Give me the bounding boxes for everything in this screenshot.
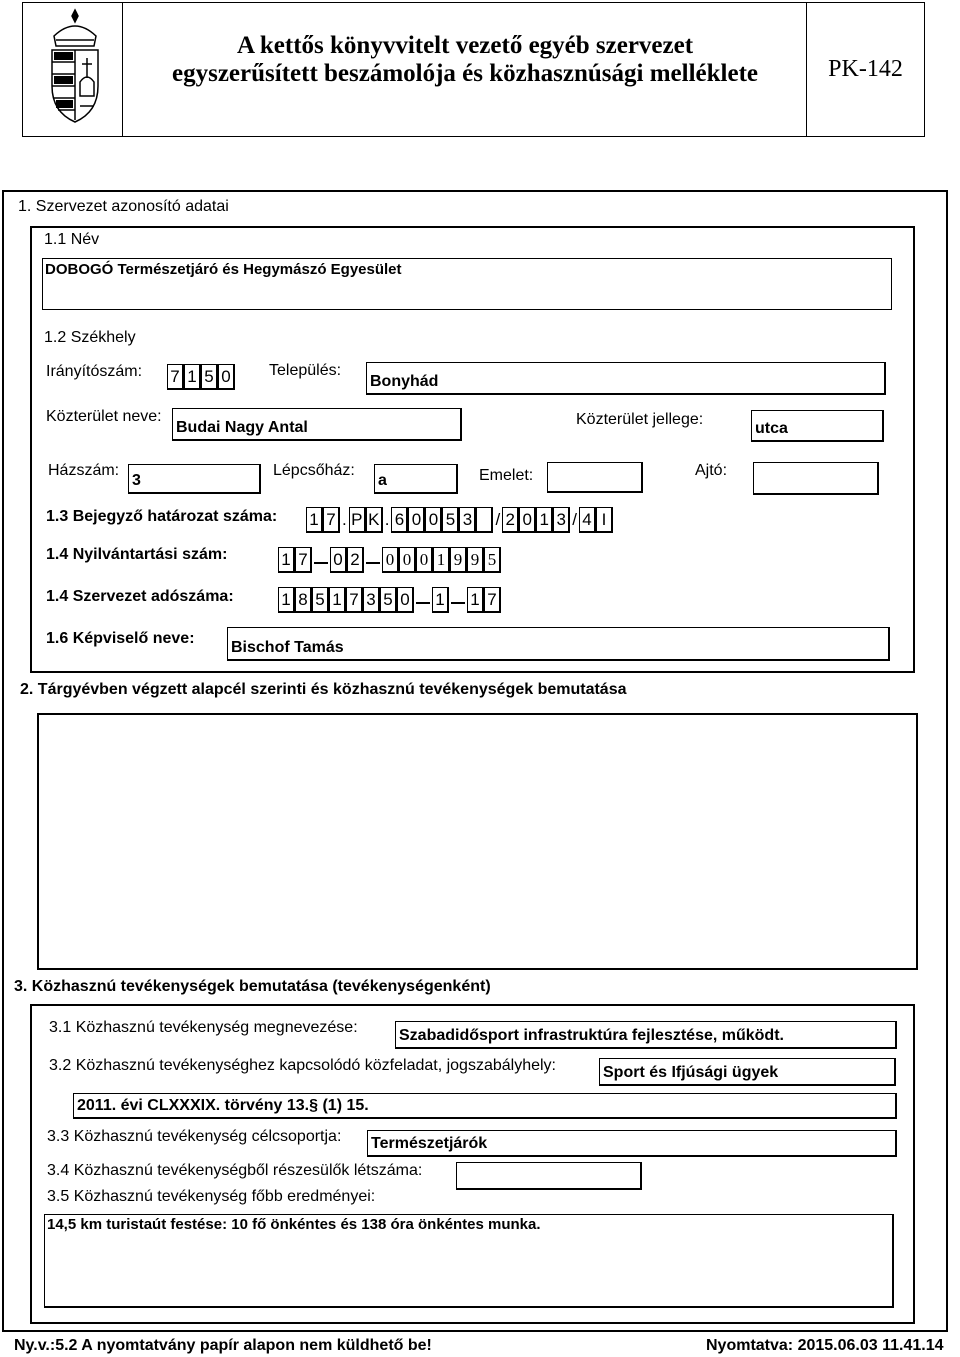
public-task-label: 3.2 Közhasznú tevékenységhez kapcsolódó közfeladat, jogszabályhely: (49, 1057, 556, 1074)
city-field[interactable]: Bonyhád (366, 362, 886, 395)
reg-decision-digit: 4 (579, 507, 596, 533)
footer-print-date: Nyomtatva: 2015.06.03 11.41.14 (706, 1337, 944, 1354)
activity-field[interactable]: Szabadidősport infrastruktúra fejlesztése, működt. (395, 1021, 897, 1049)
reg-number-digit: 1 (433, 547, 450, 573)
street-field[interactable]: Budai Nagy Antal (172, 408, 462, 441)
door-field[interactable] (753, 462, 879, 495)
reg-number-digits[interactable] (278, 547, 501, 573)
tax-number-dash (416, 602, 430, 604)
reg-number-digit: 5 (484, 547, 501, 573)
street-label: Közterület neve: (46, 408, 162, 425)
tax-number-digit: 1 (467, 587, 484, 613)
activity-label: 3.1 Közhasznú tevékenység megnevezése: (49, 1019, 358, 1036)
tax-number-label: 1.4 Szervezet adószáma: (46, 588, 234, 605)
footer-note: Ny.v.:5.2 A nyomtatvány papír alapon nem küldhető be! (14, 1337, 432, 1354)
reg-number-digit: 7 (295, 547, 312, 573)
target-group-label: 3.3 Közhasznú tevékenység célcsoportja: (47, 1128, 342, 1145)
tax-number-digit: 1 (278, 587, 295, 613)
form-title-line2: egyszerűsített beszámolója és közhasznúsági melléklete (172, 60, 758, 87)
tax-number-digit: 5 (312, 587, 329, 613)
tax-number-digit: 1 (432, 587, 449, 613)
reg-number-digit: 0 (416, 547, 433, 573)
reg-decision-separator: / (572, 510, 577, 529)
reg-decision-digit: I (596, 507, 613, 533)
reg-decision-digit: 1 (536, 507, 553, 533)
tax-number-digit: 0 (397, 587, 414, 613)
tax-number-digits[interactable] (278, 587, 501, 613)
stair-label: Lépcsőház: (273, 462, 355, 479)
tax-number-digit: 3 (363, 587, 380, 613)
reg-decision-separator: . (342, 510, 347, 529)
section1-title: 1. Szervezet azonosító adatai (18, 198, 229, 215)
house-field[interactable]: 3 (128, 464, 261, 494)
tax-number-dash (451, 602, 465, 604)
reg-decision-digit: 0 (408, 507, 425, 533)
reg-decision-digit: 3 (459, 507, 476, 533)
reg-number-label: 1.4 Nyilvántartási szám: (46, 546, 228, 563)
tax-number-digit: 7 (346, 587, 363, 613)
door-label: Ajtó: (695, 462, 728, 479)
representative-label: 1.6 Képviselő neve: (46, 630, 195, 647)
stair-field[interactable]: a (374, 464, 458, 494)
coat-of-arms-icon (44, 6, 106, 128)
reg-decision-digit: 6 (391, 507, 408, 533)
section3-title: 3. Közhasznú tevékenységek bemutatása (tevékenységenként) (14, 978, 491, 995)
reg-number-digit: 0 (330, 547, 347, 573)
tax-number-digit: 8 (295, 587, 312, 613)
reg-number-digit: 9 (467, 547, 484, 573)
reg-decision-digit: 1 (306, 507, 323, 533)
target-group-field[interactable]: Természetjárók (367, 1130, 897, 1157)
form-title-line1: A kettős könyvvitelt vezető egyéb szervezet (236, 32, 694, 59)
reg-decision-digit: 2 (502, 507, 519, 533)
tax-number-digit: 7 (484, 587, 501, 613)
results-value: 14,5 km turistaút festése: 10 fő önkéntes és 138 óra önkéntes munka. (47, 1216, 541, 1233)
name-label: 1.1 Név (44, 231, 100, 248)
reg-decision-separator: . (384, 510, 390, 529)
section2-text-area[interactable] (37, 713, 918, 970)
public-task-field[interactable]: Sport és Ifjúsági ügyek (599, 1058, 896, 1086)
reg-decision-digit (476, 507, 493, 533)
reg-decision-separator: / (495, 510, 501, 529)
street-type-label: Közterület jellege: (576, 411, 704, 428)
zip-label: Irányítószám: (46, 363, 143, 380)
reg-number-digit: 9 (450, 547, 467, 573)
reg-number-digit: 0 (399, 547, 416, 573)
seat-label: 1.2 Székhely (44, 329, 136, 346)
participants-field[interactable] (456, 1162, 642, 1190)
house-label: Házszám: (48, 462, 120, 479)
zip-digit: 5 (201, 364, 218, 390)
participants-label: 3.4 Közhasznú tevékenységből részesülők létszáma: (47, 1162, 423, 1179)
tax-number-digit: 1 (329, 587, 346, 613)
reg-number-dash (314, 562, 328, 564)
reg-decision-digits[interactable] (306, 507, 613, 533)
header-logo-divider (122, 2, 123, 137)
reg-decision-digit: 0 (519, 507, 536, 533)
results-label: 3.5 Közhasznú tevékenység főbb eredményei: (47, 1188, 376, 1205)
name-field[interactable] (42, 258, 892, 310)
reg-decision-digit: K (366, 507, 383, 533)
reg-decision-digit: 7 (323, 507, 340, 533)
zip-digit: 0 (218, 364, 235, 390)
street-type-field[interactable]: utca (751, 410, 884, 442)
form-code: PK-142 (828, 56, 903, 82)
law-field[interactable]: 2011. évi CLXXXIX. törvény 13.§ (1) 15. (73, 1093, 897, 1119)
results-field[interactable] (44, 1214, 894, 1308)
name-value: DOBOGÓ Természetjáró és Hegymászó Egyesület (45, 261, 402, 278)
representative-field[interactable]: Bischof Tamás (227, 627, 890, 661)
reg-decision-digit: 3 (553, 507, 570, 533)
city-label: Település: (269, 362, 342, 379)
reg-number-digit: 2 (347, 547, 364, 573)
zip-digits[interactable] (167, 364, 235, 390)
tax-number-digit: 5 (380, 587, 397, 613)
floor-field[interactable] (547, 462, 643, 493)
reg-decision-digit: P (349, 507, 366, 533)
reg-decision-digit: 5 (442, 507, 459, 533)
section2-title: 2. Tárgyévben végzett alapcél szerinti és közhasznú tevékenységek bemutatása (20, 681, 627, 698)
reg-number-digit: 1 (278, 547, 295, 573)
form-title (124, 32, 806, 88)
zip-digit: 1 (184, 364, 201, 390)
reg-decision-digit: 0 (425, 507, 442, 533)
zip-digit: 7 (167, 364, 184, 390)
reg-number-digit: 0 (382, 547, 399, 573)
reg-decision-label: 1.3 Bejegyző határozat száma: (46, 508, 278, 525)
floor-label: Emelet: (479, 467, 534, 484)
reg-number-dash (366, 562, 380, 564)
